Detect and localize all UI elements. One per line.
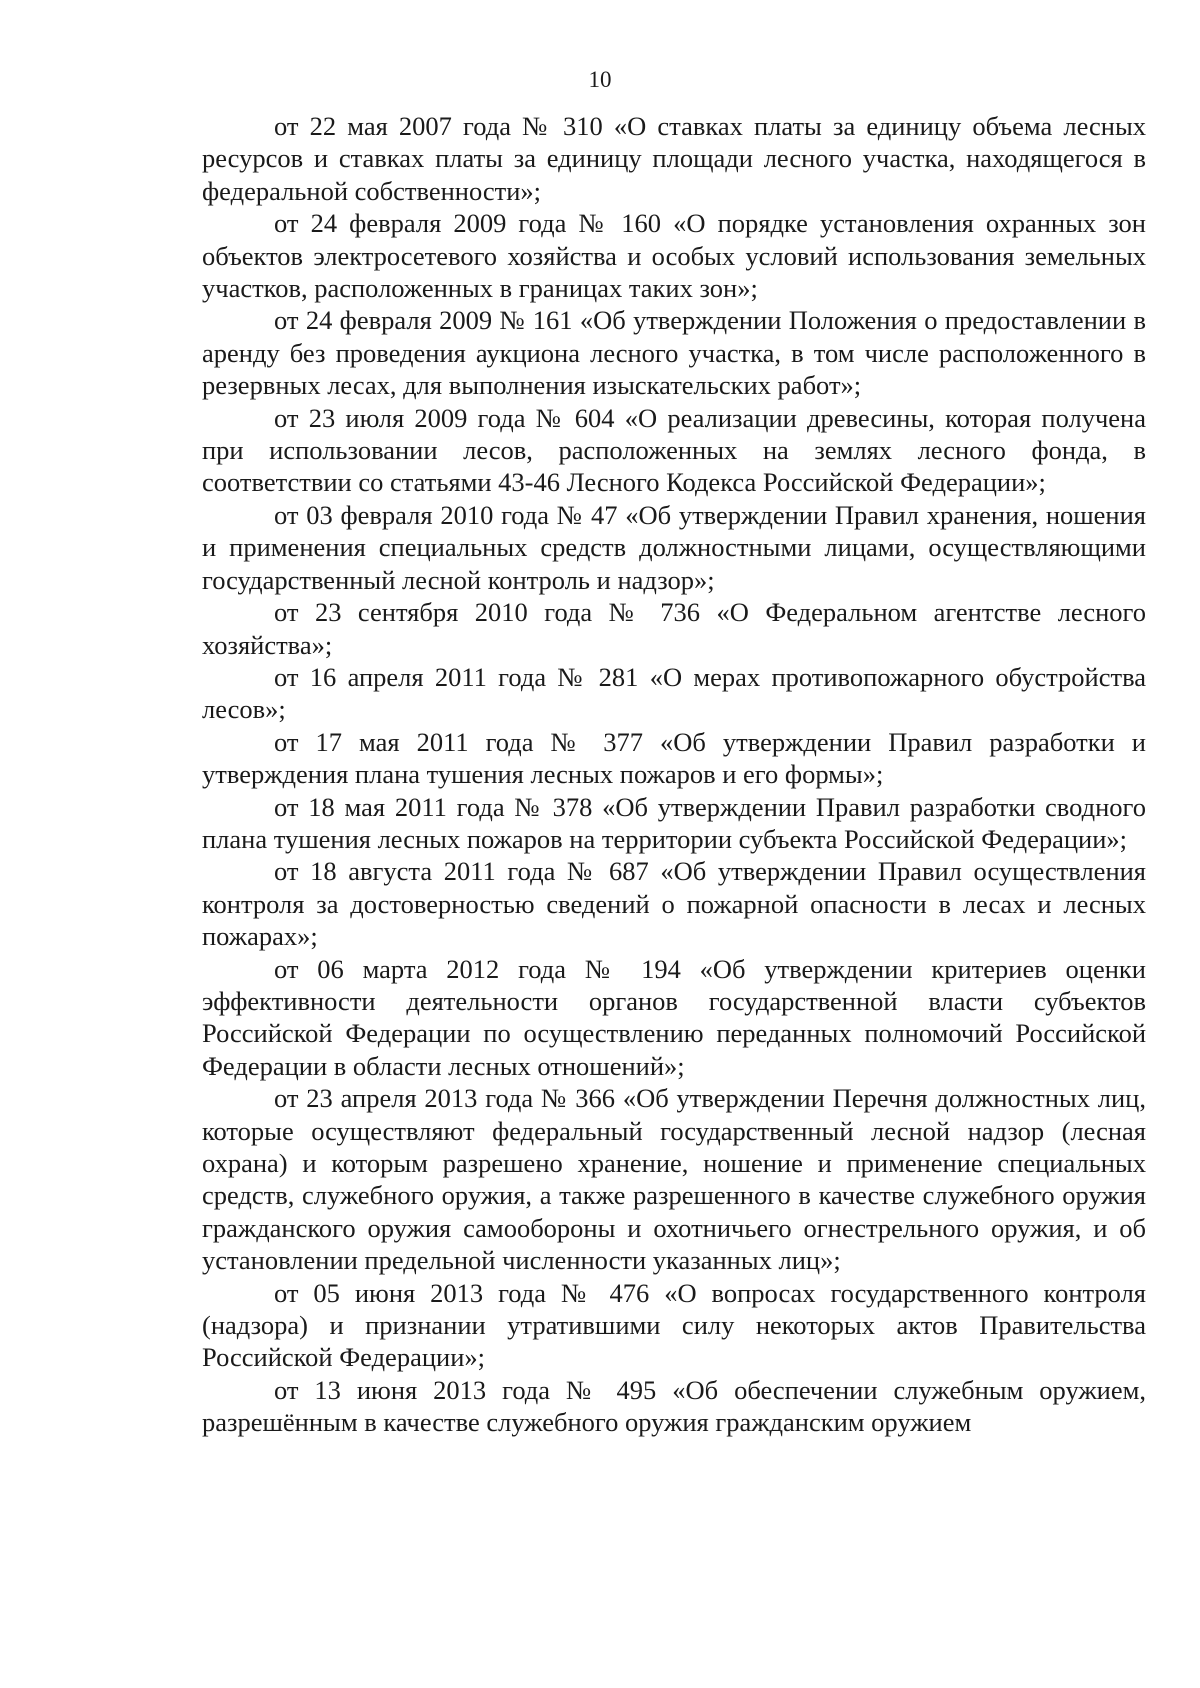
paragraph-resolution-377: от 17 мая 2011 года № 377 «Об утверждении Правил разработки и утверждения плана тушения лесных пожаров и его формы»; [202, 726, 1146, 790]
paragraph-resolution-687: от 18 августа 2011 года № 687 «Об утверждении Правил осуществления контроля за достоверностью сведений о пожарной опасности в лесах и лесных пожарах»; [202, 856, 1146, 952]
paragraph-resolution-310: от 22 мая 2007 года № 310 «О ставках платы за единицу объема лесных ресурсов и ставках платы за единицу площади лесного участка, находящегося в федеральной собственности»; [202, 111, 1146, 206]
paragraph-resolution-366: от 23 апреля 2013 года № 366 «Об утверждении Перечня должностных лиц, которые осуществляют федеральный государственный лесной надзор (лесная охрана) и которым разрешено хранение, ношение и применение специальных средств, служебного оружия, а также разрешенного в качестве служебного оружия гражданского оружия самообороны и охотничьего огнестрельного оружия, и об установлении предельной численности указанных лиц»; [202, 1083, 1146, 1276]
paragraph-resolution-604: от 23 июля 2009 года № 604 «О реализации древесины, которая получена при использовании лесов, расположенных на землях лесного фонда, в соответствии со статьями 43-46 Лесного Кодекса Российской Федерации»; [202, 402, 1146, 498]
paragraph-resolution-160: от 24 февраля 2009 года № 160 «О порядке установления охранных зон объектов электросетевого хозяйства и особых условий использования земельных участков, расположенных в границах таких зон»; [202, 208, 1146, 304]
document-body [202, 110, 1146, 1439]
paragraph-resolution-736: от 23 сентября 2010 года № 736 «О Федеральном агентстве лесного хозяйства»; [202, 597, 1146, 660]
page-number: 10 [588, 67, 612, 92]
paragraph-resolution-495: от 13 июня 2013 года № 495 «Об обеспечении служебным оружием, разрешённым в качестве служебного оружия гражданским оружием [202, 1374, 1146, 1438]
paragraph-resolution-47: от 03 февраля 2010 года № 47 «Об утверждении Правил хранения, ношения и применения специальных средств должностными лицами, осуществляющими государственный лесной контроль и надзор»; [202, 499, 1146, 595]
paragraph-resolution-476: от 05 июня 2013 года № 476 «О вопросах государственного контроля (надзора) и признании утратившими силу некоторых актов Правительства Российской Федерации»; [202, 1277, 1146, 1373]
paragraph-resolution-281: от 16 апреля 2011 года № 281 «О мерах противопожарного обустройства лесов»; [202, 661, 1146, 725]
paragraph-resolution-161: от 24 февраля 2009 № 161 «Об утверждении Положения о предоставлении в аренду без проведения аукциона лесного участка, в том числе расположенного в резервных лесах, для выполнения изыскательских работ»; [202, 305, 1146, 401]
paragraph-resolution-194: от 06 марта 2012 года № 194 «Об утверждении критериев оценки эффективности деятельности органов государственной власти субъектов Российской Федерации по осуществлению переданных полномочий Российской Федерации в области лесных отношений»; [202, 953, 1146, 1081]
paragraph-resolution-378: от 18 мая 2011 года № 378 «Об утверждении Правил разработки сводного плана тушения лесных пожаров на территории субъекта Российской Федерации»; [202, 791, 1146, 854]
